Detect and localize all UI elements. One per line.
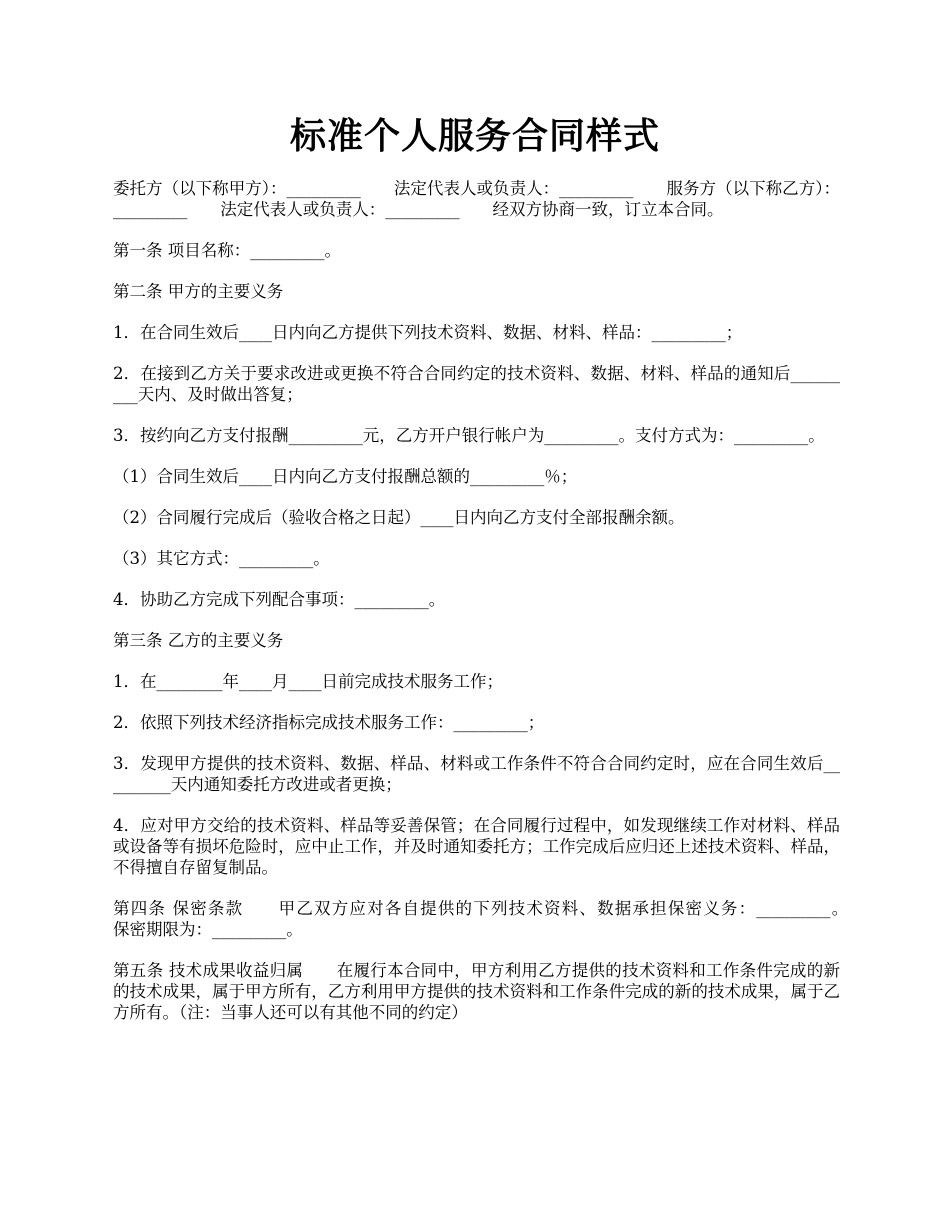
article-2-heading: 第二条 甲方的主要义务 <box>113 282 284 301</box>
article-3-item-4: 4．应对甲方交给的技术资料、样品等妥善保管；在合同履行过程中，如发现继续工作对材料、样品或设备等有损坏危险时，应中止工作，并及时通知委托方；工作完成后应归还上述技术资料、样品，不得擅自存留复制品。 <box>113 816 840 877</box>
article-1-project-name: 第一条 项目名称：_________。 <box>113 241 341 260</box>
article-3-item-1: 1．在________年____月____日前完成技术服务工作； <box>113 672 503 691</box>
article-3-item-2: 2．依照下列技术经济指标完成技术服务工作：_________； <box>113 713 545 732</box>
article-2-item-1: 1．在合同生效后____日内向乙方提供下列技术资料、数据、材料、样品：_________； <box>113 323 743 342</box>
article-2-item-4: 4．协助乙方完成下列配合事项：_________。 <box>113 590 446 609</box>
article-2-item-2: 2．在接到乙方关于要求改进或更换不符合合同约定的技术资料、数据、材料、样品的通知后_________天内、及时做出答复； <box>113 364 840 404</box>
payment-option-1: （1）合同生效后____日内向乙方支付报酬总额的_________％； <box>113 467 578 486</box>
document-body <box>113 178 873 1043</box>
document-title: 标准个人服务合同样式 <box>289 115 660 157</box>
article-5-results-ownership: 第五条 技术成果收益归属 在履行本合同中，甲方利用乙方提供的技术资料和工作条件完成的新的技术成果，属于甲方所有，乙方利用甲方提供的技术资料和工作条件完成的新的技术成果，属于乙方所有。（注：当事人还可以有其他不同的约定） <box>113 961 840 1022</box>
article-2-item-3: 3．按约向乙方支付报酬_________元，乙方开户银行帐户为_________。支付方式为：_________。 <box>113 426 825 445</box>
article-3-item-3: 3．发现甲方提供的技术资料、数据、样品、材料或工作条件不符合合同约定时，应在合同生效后_________天内通知委托方改进或者更换； <box>113 754 840 794</box>
article-4-confidentiality: 第四条 保密条款 甲乙双方应对各自提供的下列技术资料、数据承担保密义务：_________。 保密期限为：_________。 <box>113 899 873 939</box>
payment-option-3: （3）其它方式：_________。 <box>113 549 330 568</box>
article-3-heading: 第三条 乙方的主要义务 <box>113 631 284 650</box>
payment-option-2: （2）合同履行完成后（验收合格之日起）____日内向乙方支付全部报酬余额。 <box>113 508 685 527</box>
preamble-paragraph: 委托方（以下称甲方）：_________ 法定代表人或负责人：_________ 服务方（以下称乙方）：_________ 法定代表人或负责人：_________ 经双方协商一致，订立本合同。 <box>113 179 840 219</box>
